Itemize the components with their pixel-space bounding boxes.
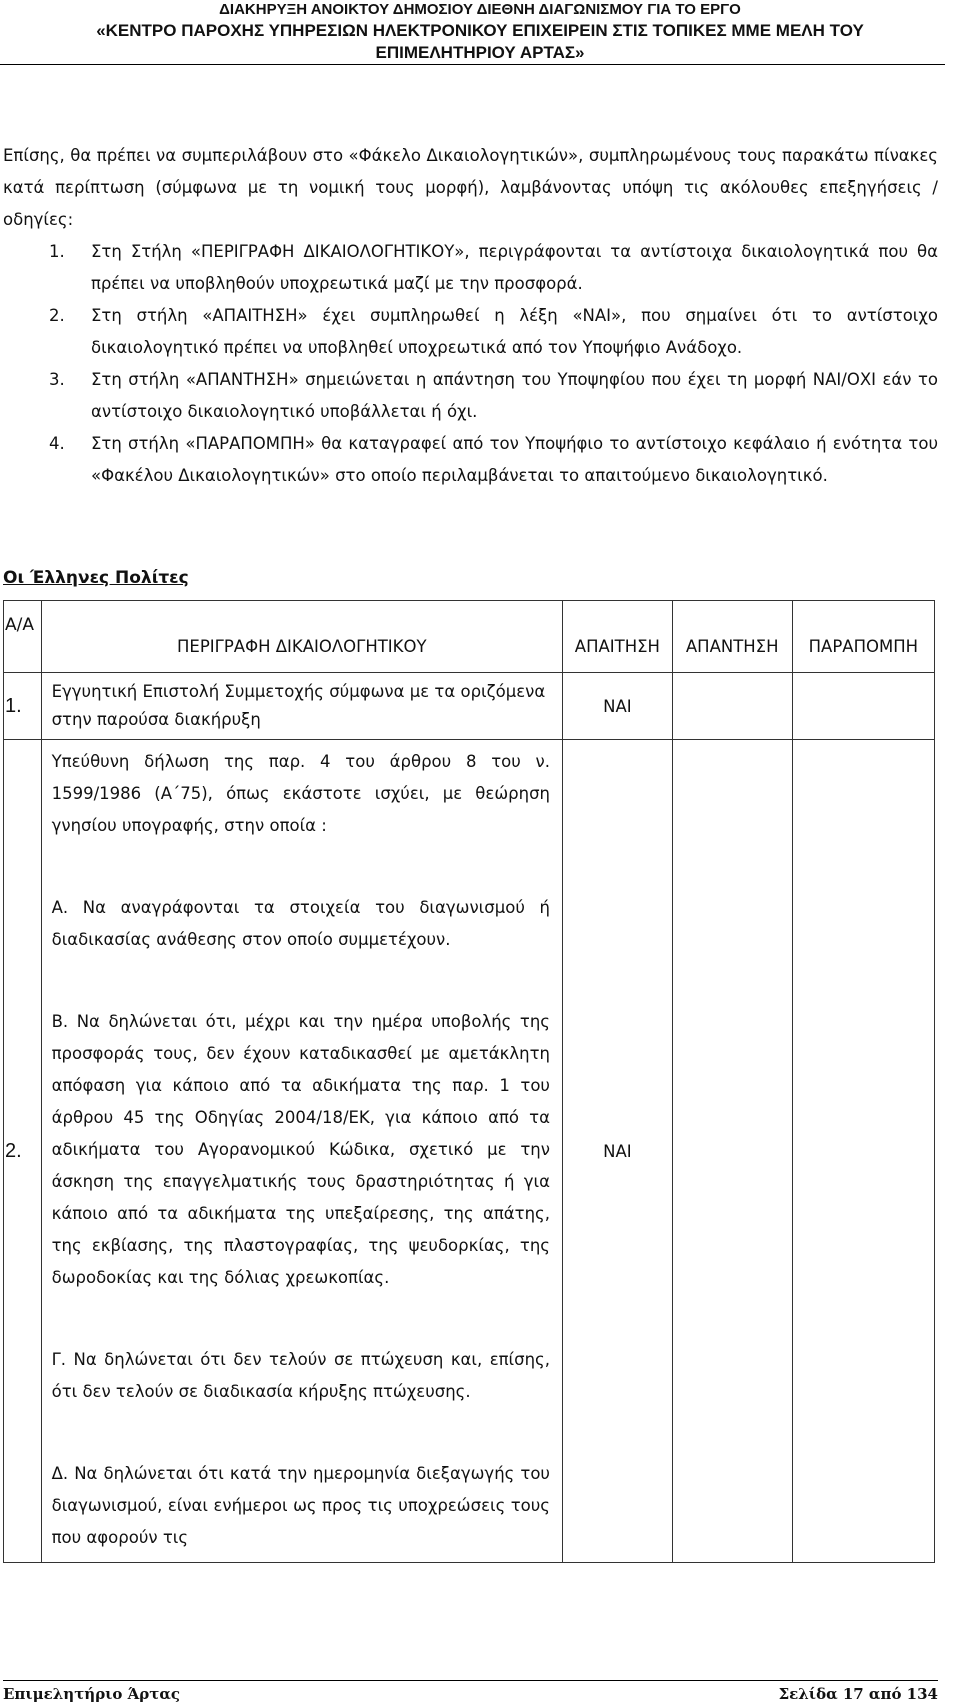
row-reference-cell[interactable] <box>792 740 934 1563</box>
footer-page-number: Σελίδα 17 από 134 <box>778 1685 938 1703</box>
table-header-row <box>4 601 935 673</box>
list-item-text: Στη Στήλη «ΠΕΡΙΓΡΑΦΗ ΔΙΚΑΙΟΛΟΓΗΤΙΚΟΥ», περιγράφονται τα αντίστοιχα δικαιολογητικά που θα πρέπει να υποβληθούν υποχρεωτικά μαζί με την προσφορά. <box>91 242 938 293</box>
header-line-1: ΔΙΑΚΗΡΥΞΗ ΑΝΟΙΚΤΟΥ ΔΗΜΟΣΙΟΥ ΔΙΕΘΝΗ ΔΙΑΓΩΝΙΣΜΟΥ ΓΙΑ ΤΟ ΕΡΓΟ <box>219 1 741 18</box>
table-row <box>4 740 935 1563</box>
row-answer-cell[interactable] <box>672 673 792 740</box>
intro-section <box>3 140 938 492</box>
list-item-number: 4. <box>49 434 65 453</box>
header-line-2: «ΚΕΝΤΡΟ ΠΑΡΟΧΗΣ ΥΠΗΡΕΣΙΩΝ ΗΛΕΚΤΡΟΝΙΚΟΥ ΕΠΙΧΕΙΡΕΙΝ ΣΤΙΣ ΤΟΠΙΚΕΣ ΜΜΕ ΜΕΛΗ ΤΟΥ <box>96 21 864 40</box>
row-answer-cell[interactable] <box>672 740 792 1563</box>
list-item <box>3 236 938 300</box>
list-item <box>3 364 938 428</box>
column-header-answer: ΑΠΑΝΤΗΣΗ <box>672 601 792 673</box>
section-title: Οι Έλληνες Πολίτες <box>3 568 189 588</box>
declaration-point-d: Δ. Να δηλώνεται ότι κατά την ημερομηνία διεξαγωγής του διαγωνισμού, είναι ενήμεροι ως προς τις υποχρεώσεις τους που αφορούν τις <box>51 1464 550 1547</box>
list-item-text: Στη στήλη «ΠΑΡΑΠΟΜΠΗ» θα καταγραφεί από τον Υποψήφιο το αντίστοιχο κεφάλαιο ή ενότητα του «Φακέλου Δικαιολογητικών» στο οποίο περιλαμβάνεται το απαιτούμενο δικαιολογητικό. <box>91 434 938 485</box>
declaration-point-c: Γ. Να δηλώνεται ότι δεν τελούν σε πτώχευση και, επίσης, ότι δεν τελούν σε διαδικασία κήρυξης πτώχευσης. <box>51 1350 550 1401</box>
header-line-3: ΕΠΙΜΕΛΗΤΗΡΙΟΥ ΑΡΤΑΣ» <box>375 43 585 62</box>
list-item-text: Στη στήλη «ΑΠΑΙΤΗΣΗ» έχει συμπληρωθεί η λέξη «ΝΑΙ», που σημαίνει ότι το αντίστοιχο δικαιολογητικό πρέπει να υποβληθεί υποχρεωτικά από τον Υποψήφιο Ανάδοχο. <box>91 306 938 357</box>
row-number: 2. <box>4 740 42 1563</box>
instructions-list <box>3 236 938 492</box>
page-footer <box>3 1680 938 1703</box>
list-item <box>3 300 938 364</box>
row-description: Εγγυητική Επιστολή Συμμετοχής σύμφωνα με τα οριζόμενα στην παρούσα διακήρυξη <box>41 673 562 740</box>
list-item-text: Στη στήλη «ΑΠΑΝΤΗΣΗ» σημειώνεται η απάντηση του Υποψηφίου που έχει τη μορφή ΝΑΙ/ΟΧΙ εάν το αντίστοιχο δικαιολογητικό υποβάλλεται ή όχι. <box>91 370 938 421</box>
declaration-intro: Υπεύθυνη δήλωση της παρ. 4 του άρθρου 8 του ν. 1599/1986 (Α΄75), όπως εκάστοτε ισχύει, με θεώρηση γνησίου υπογραφής, στην οποία : <box>51 752 550 835</box>
declaration-point-a: Α. Να αναγράφονται τα στοιχεία του διαγωνισμού ή διαδικασίας ανάθεσης στον οποίο συμμετέχουν. <box>51 898 550 949</box>
row-description <box>41 740 562 1563</box>
row-requirement: ΝΑΙ <box>562 740 672 1563</box>
intro-paragraph: Επίσης, θα πρέπει να συμπεριλάβουν στο «Φάκελο Δικαιολογητικών», συμπληρωμένους τους παρακάτω πίνακες κατά περίπτωση (σύμφωνα με τη νομική τους μορφή), λαμβάνοντας υπόψη τις ακόλουθες επεξηγήσεις / οδηγίες: <box>3 146 938 229</box>
list-item-number: 2. <box>49 306 65 325</box>
table-row <box>4 673 935 740</box>
list-item-number: 1. <box>49 242 65 261</box>
row-number: 1. <box>4 673 42 740</box>
documents-table <box>3 600 935 1563</box>
column-header-reference: ΠΑΡΑΠΟΜΠΗ <box>792 601 934 673</box>
footer-organization: Επιμελητήριο Άρτας <box>3 1685 181 1703</box>
header-divider <box>0 64 945 65</box>
row-reference-cell[interactable] <box>792 673 934 740</box>
column-header-description: ΠΕΡΙΓΡΑΦΗ ΔΙΚΑΙΟΛΟΓΗΤΙΚΟΥ <box>41 601 562 673</box>
row-requirement: ΝΑΙ <box>562 673 672 740</box>
declaration-point-b: Β. Να δηλώνεται ότι, μέχρι και την ημέρα υποβολής της προσφοράς τους, δεν έχουν καταδικασθεί με αμετάκλητη απόφαση για κάποιο από τα αδικήματα της παρ. 1 του άρθρου 45 της Οδηγίας 2004/18/ΕΚ, για κάποιο από τα αδικήματα του Αγορανομικού Κώδικα, σχετικό με την άσκηση της επαγγελματικής τους δραστηριότητας ή για κάποιο από τα αδικήματα της υπεξαίρεσης, της απάτης, της εκβίασης, της πλαστογραφίας, της ψευδορκίας, της δωροδοκίας και της δόλιας χρεωκοπίας. <box>51 1012 550 1287</box>
column-header-requirement: ΑΠΑΙΤΗΣΗ <box>562 601 672 673</box>
list-item <box>3 428 938 492</box>
document-header <box>0 0 960 64</box>
list-item-number: 3. <box>49 370 65 389</box>
column-header-aa: Α/Α <box>4 601 42 673</box>
